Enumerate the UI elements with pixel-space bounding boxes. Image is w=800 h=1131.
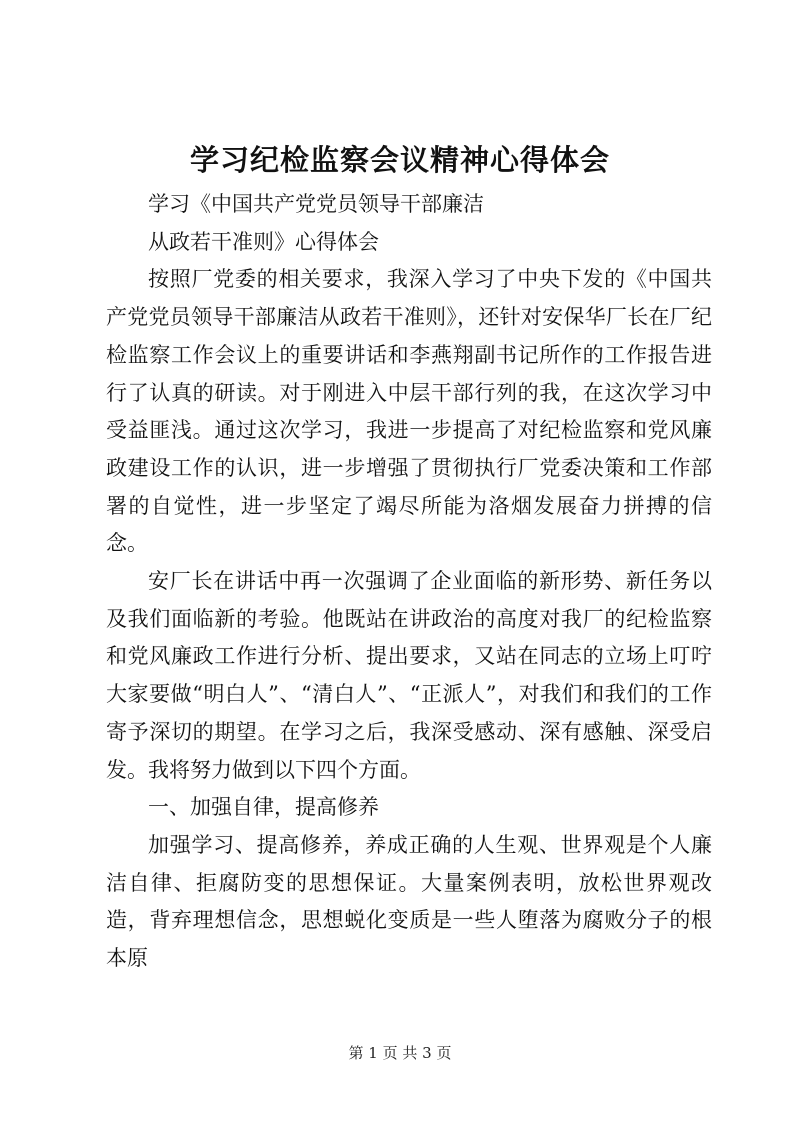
paragraph-subtitle-line-1: 学习《中国共产党党员领导干部廉洁 [148,192,484,216]
paragraph-subtitle-line-2: 从政若干准则》心得体会 [148,229,379,254]
document-title: 学习纪检监察会议精神心得体会 [189,143,610,177]
document-body [106,186,712,978]
paragraph-speech-summary: 安厂长在讲话中再一次强调了企业面临的新形势、新任务以及我们面临新的考验。他既站在讲政治的高度对我厂的纪检监察和党风廉政工作进行分析、提出要求，又站在同志的立场上叮咛大家要做“明白人”、“清白人”、“正派人”，对我们和我们的工作寄予深切的期望。在学习之后，我深受感动、深有感触、深受启发。我将努力做到以下四个方面。 [106,569,712,782]
section-heading-1: 一、加强自律，提高修养 [148,795,379,820]
paragraph-intro: 按照厂党委的相关要求，我深入学习了中央下发的《中国共产党党员领导干部廉洁从政若干准则》，还针对安保华厂长在厂纪检监察工作会议上的重要讲话和李燕翔副书记所作的工作报告进行了认真的研读。对于刚进入中层干部行列的我，在这次学习中受益匪浅。通过这次学习，我进一步提高了对纪检监察和党风廉政建设工作的认识，进一步增强了贯彻执行厂党委决策和工作部署的自觉性，进一步坚定了竭尽所能为洛烟发展奋力拼搏的信念。 [106,267,712,556]
paragraph-section-1: 加强学习、提高修养，养成正确的人生观、世界观是个人廉洁自律、拒腐防变的思想保证。大量案例表明，放松世界观改造，背弃理想信念，思想蜕化变质是一些人堕落为腐败分子的根本原 [106,832,712,971]
page-number-footer: 第 1 页 共 3 页 [348,1044,452,1062]
